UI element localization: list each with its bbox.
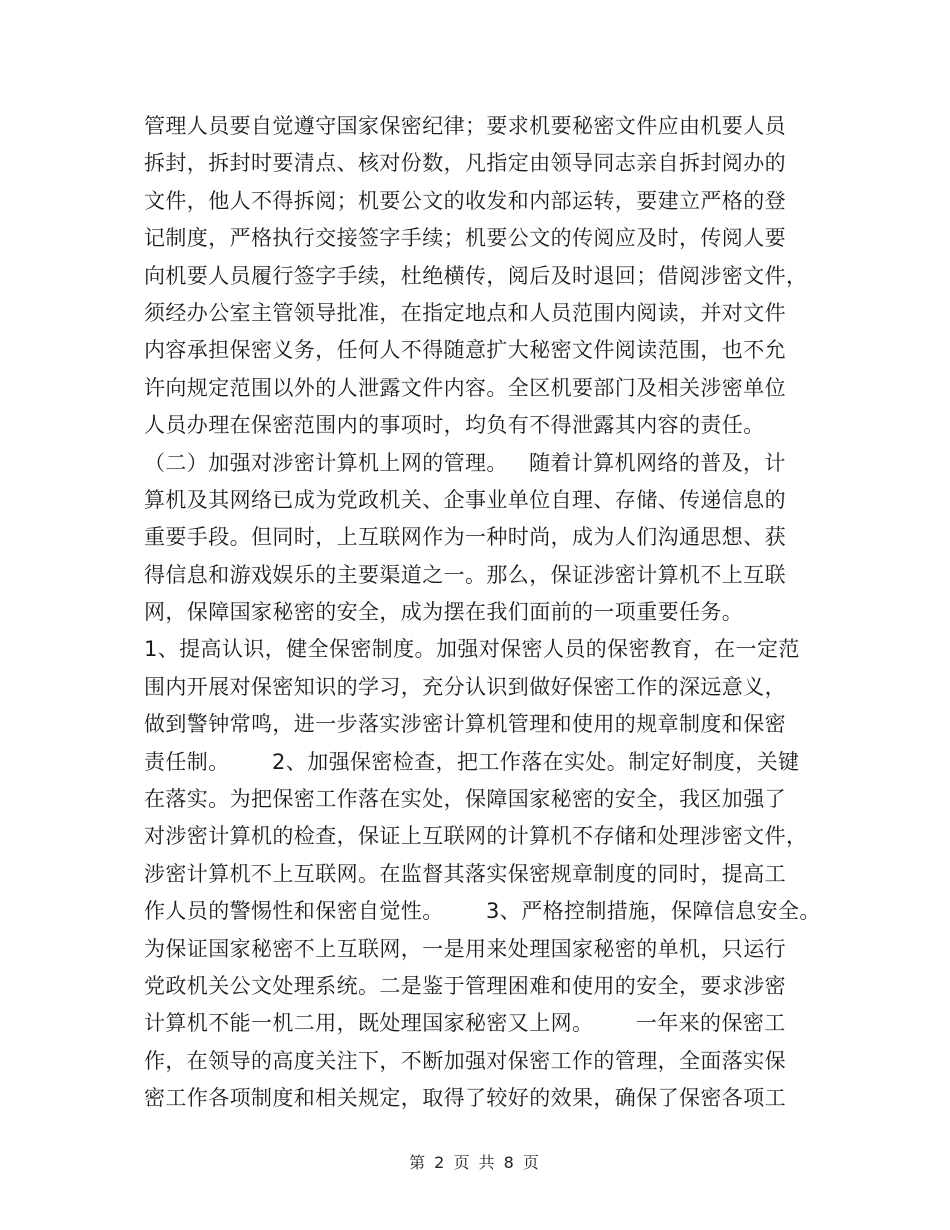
- text-line: 重要手段。但同时，上互联网作为一种时尚，成为人们沟通思想、获: [144, 525, 786, 550]
- text-line: 作，在领导的高度关注下，不断加强对保密工作的管理，全面落实保: [144, 1048, 786, 1073]
- text-line: 责任制。 2、加强保密检查，把工作落在实处。制定好制度，关键: [144, 749, 800, 774]
- text-line: 向机要人员履行签字手续，杜绝横传，阅后及时退回；借阅涉密文件，: [144, 263, 808, 288]
- text-line: 为保证国家秘密不上互联网，一是用来处理国家秘密的单机，只运行: [144, 936, 786, 961]
- text-line: 许向规定范围以外的人泄露文件内容。全区机要部门及相关涉密单位: [144, 375, 786, 400]
- text-line: 须经办公室主管领导批准，在指定地点和人员范围内阅读，并对文件: [144, 300, 786, 325]
- text-line: 围内开展对保密知识的学习，充分认识到做好保密工作的深远意义，: [144, 674, 786, 699]
- text-line: 算机及其网络已成为党政机关、企事业单位自理、存储、传递信息的: [144, 487, 786, 512]
- text-line: 网，保障国家秘密的安全，成为摆在我们面前的一项重要任务。: [144, 600, 744, 625]
- text-line: 拆封，拆封时要清点、核对份数，凡指定由领导同志亲自拆封阅办的: [144, 151, 786, 176]
- body-text: [144, 108, 834, 1118]
- text-line: 做到警钟常鸣，进一步落实涉密计算机管理和使用的规章制度和保密: [144, 712, 786, 737]
- text-line: 管理人员要自觉遵守国家保密纪律；要求机要秘密文件应由机要人员: [144, 114, 786, 138]
- text-line: 对涉密计算机的检查，保证上互联网的计算机不存储和处理涉密文件，: [144, 824, 808, 849]
- page-footer: 第 2 页 共 8 页: [409, 1153, 541, 1172]
- text-line: 文件，他人不得拆阅；机要公文的收发和内部运转，要建立严格的登: [144, 188, 786, 213]
- text-line: 党政机关公文处理系统。二是鉴于管理困难和使用的安全，要求涉密: [144, 973, 786, 998]
- text-line: 记制度，严格执行交接签字手续；机要公文的传阅应及时，传阅人要: [144, 226, 786, 251]
- text-line: 密工作各项制度和相关规定，取得了较好的效果，确保了保密各项工: [144, 1086, 786, 1111]
- text-line: 计算机不能一机二用，既处理国家秘密又上网。 一年来的保密工: [144, 1011, 786, 1036]
- text-line: （二）加强对涉密计算机上网的管理。 随着计算机网络的普及，计: [144, 450, 786, 475]
- text-line: 得信息和游戏娱乐的主要渠道之一。那么，保证涉密计算机不上互联: [144, 562, 786, 587]
- text-line: 涉密计算机不上互联网。在监督其落实保密规章制度的同时，提高工: [144, 861, 786, 886]
- text-line: 在落实。为把保密工作落在实处，保障国家秘密的安全，我区加强了: [144, 787, 786, 812]
- text-line: 人员办理在保密范围内的事项时，均负有不得泄露其内容的责任。: [144, 413, 765, 438]
- text-line: 作人员的警惕性和保密自觉性。 3、严格控制措施，保障信息安全。: [144, 899, 821, 924]
- text-line: 内容承担保密义务，任何人不得随意扩大秘密文件阅读范围，也不允: [144, 338, 786, 363]
- text-line: 1、提高认识，健全保密制度。加强对保密人员的保密教育，在一定范: [144, 637, 800, 662]
